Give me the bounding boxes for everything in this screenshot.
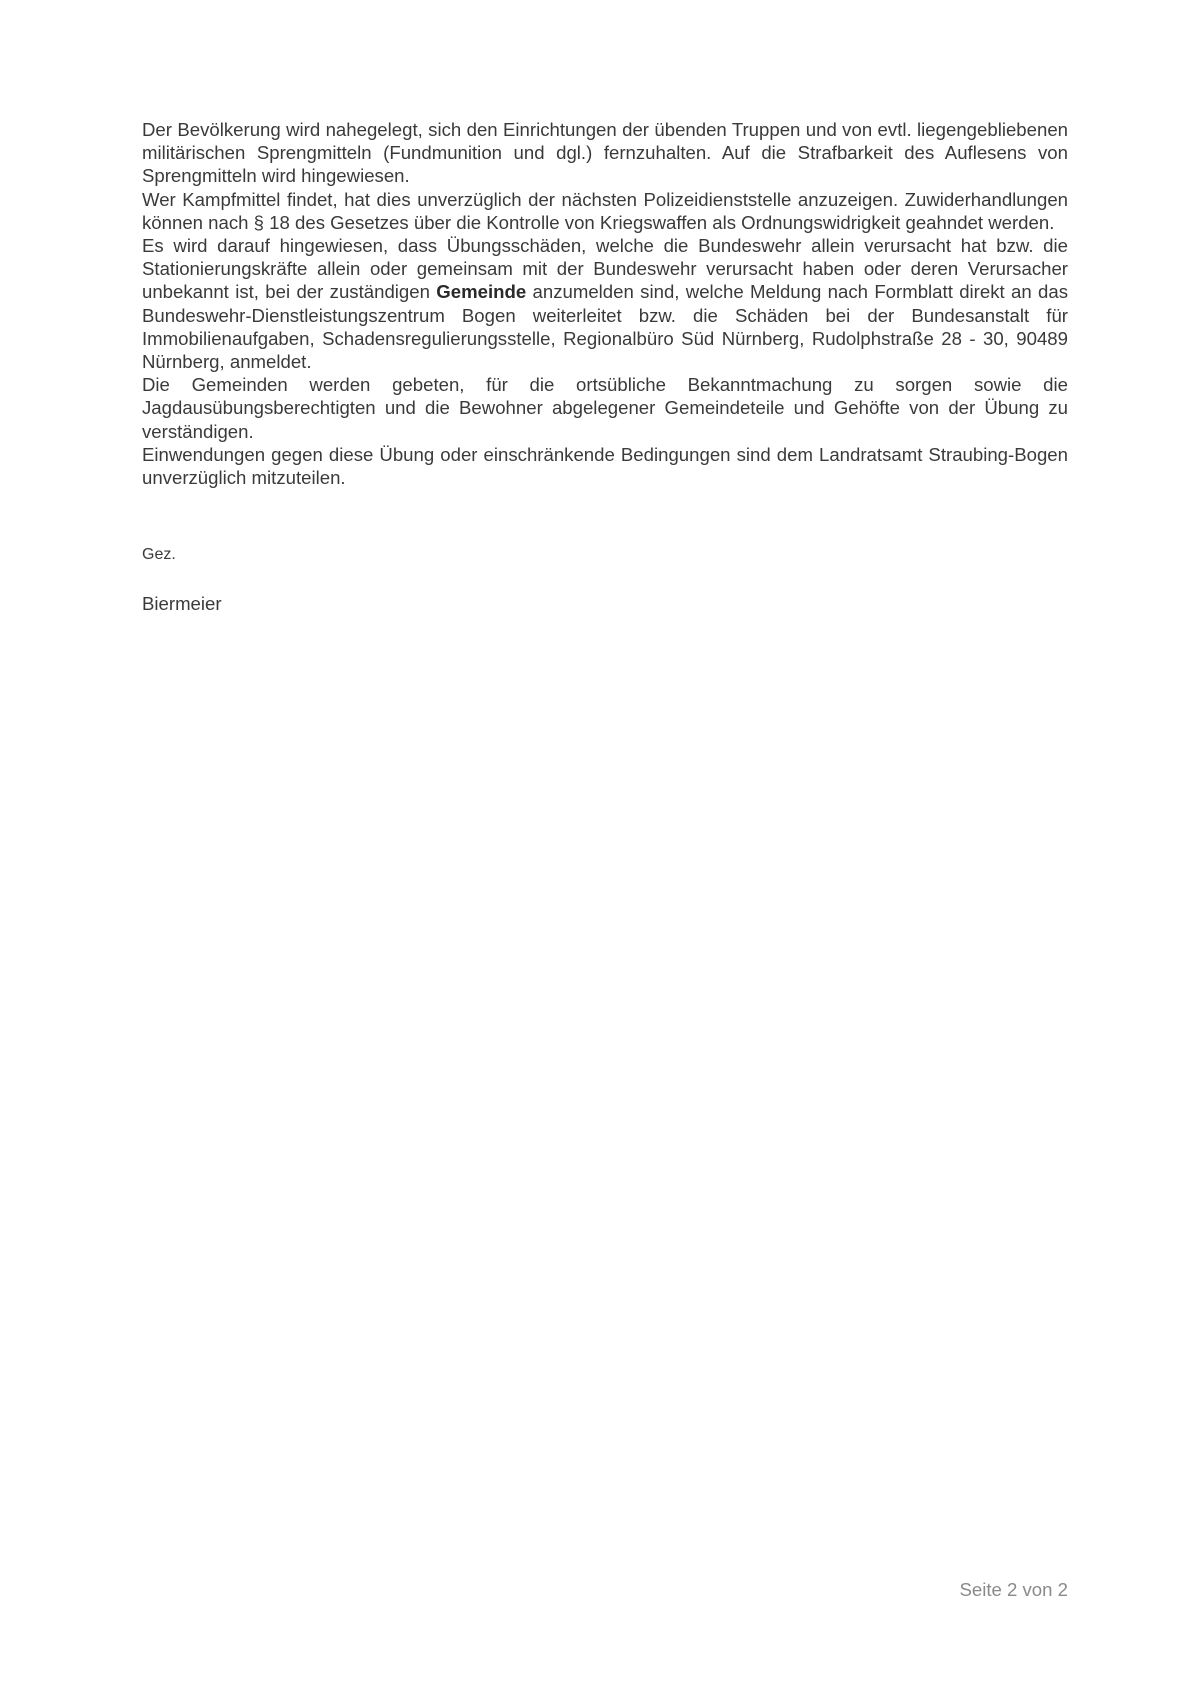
paragraph-objections: Einwendungen gegen diese Übung oder einschränkende Bedingungen sind dem Landratsamt Straubing-Bogen unverzüglich mitzuteilen.: [142, 443, 1068, 489]
paragraph-safety-notice: Der Bevölkerung wird nahegelegt, sich den Einrichtungen der übenden Truppen und von evtl. liegengebliebenen militärischen Sprengmitteln (Fundmunition und dgl.) fernzuhalten. Auf die Strafbarkeit des Auflesens von Sprengmitteln wird hingewiesen.: [142, 119, 1068, 187]
bold-term-gemeinde: Gemeinde: [436, 281, 527, 303]
paragraph-damage-claims-start: Es wird darauf hingewiesen, dass Übungsschäden, welche die Bundeswehr allein verursacht hat bzw. die Stationierungskräfte allein oder gemeinsam mit der Bundeswehr verursacht haben oder deren Verursacher unbekannt ist, bei der zuständigen: [142, 235, 1068, 303]
paragraph-damage-claims: [142, 234, 1068, 373]
paragraph-ordnance-report: Wer Kampfmittel findet, hat dies unverzüglich der nächsten Polizeidienststelle anzuzeigen. Zuwiderhandlungen können nach § 18 des Gesetzes über die Kontrolle von Kriegswaffen als Ordnungswidrigkeit geahndet werden.: [142, 188, 1068, 233]
paragraph-damage-claims-end: anzumelden sind, welche Meldung nach Formblatt direkt an das Bundeswehr-Dienstleistungszentrum Bogen weiterleitet bzw. die Schäden bei der Bundesanstalt für Immobilienaufgaben, Schadensregulierungsstelle, Regionalbüro Süd Nürnberg, Rudolphstraße 28 - 30, 90489 Nürnberg, anmeldet.: [142, 281, 1069, 373]
closing-gez: Gez.: [142, 546, 176, 563]
signer-name: Biermeier: [142, 593, 222, 614]
paragraph-municipal-notice: Die Gemeinden werden gebeten, für die ortsübliche Bekanntmachung zu sorgen sowie die Jagdausübungsberechtigten und die Bewohner abgelegener Gemeindeteile und Gehöfte von der Übung zu verständigen.: [142, 374, 1068, 442]
document-body: [142, 118, 1068, 489]
page-number-footer: Seite 2 von 2: [959, 1579, 1068, 1600]
